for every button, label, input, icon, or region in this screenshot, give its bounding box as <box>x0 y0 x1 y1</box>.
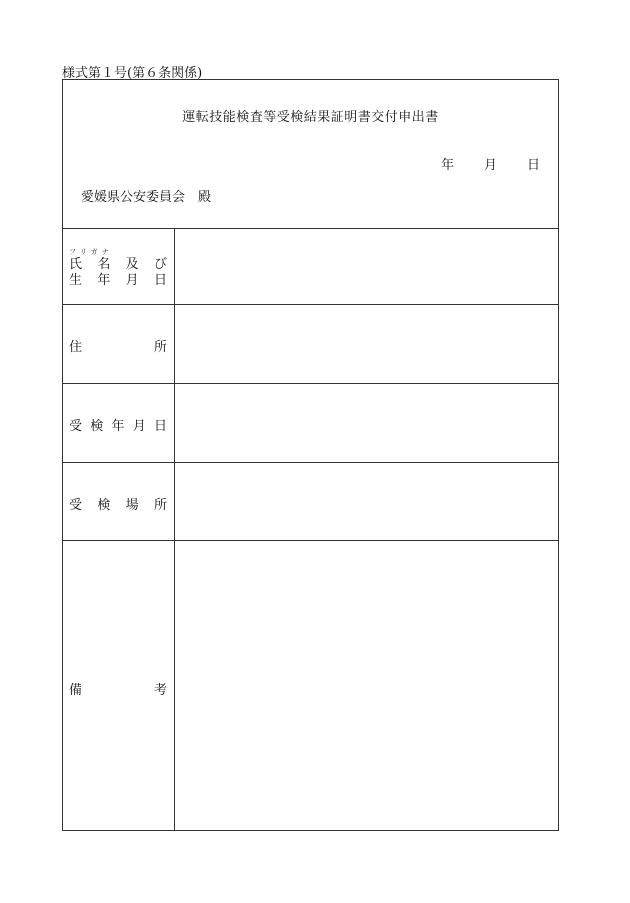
date-month: 月 <box>483 158 497 173</box>
date-year: 年 <box>440 158 454 173</box>
furigana-label: フリガナ <box>69 248 113 256</box>
birthdate-label-line: 生 年 月 日 <box>69 273 167 288</box>
date-line <box>441 154 540 173</box>
document-title: 運転技能検査等受検結果証明書交付申出書 <box>182 110 439 125</box>
name-birthdate-label <box>69 248 167 289</box>
address-label: 住 所 <box>69 340 167 355</box>
addressee: 愛媛県公安委員会 殿 <box>81 190 212 205</box>
remarks-label: 備 考 <box>69 683 167 698</box>
exam-place-label: 受 検 場 所 <box>69 498 167 513</box>
name-birthdate-field[interactable] <box>175 229 559 304</box>
exam-date-label: 受 検 年 月 日 <box>69 419 167 434</box>
exam-place-field[interactable] <box>175 463 559 540</box>
application-form-frame <box>62 79 559 831</box>
remarks-field[interactable] <box>175 541 559 831</box>
name-label-line: 氏 名 及 び <box>69 257 167 272</box>
address-field[interactable] <box>175 305 559 383</box>
exam-date-field[interactable] <box>175 384 559 462</box>
form-number: 様式第１号(第６条関係) <box>62 66 203 81</box>
date-day: 日 <box>526 158 540 173</box>
